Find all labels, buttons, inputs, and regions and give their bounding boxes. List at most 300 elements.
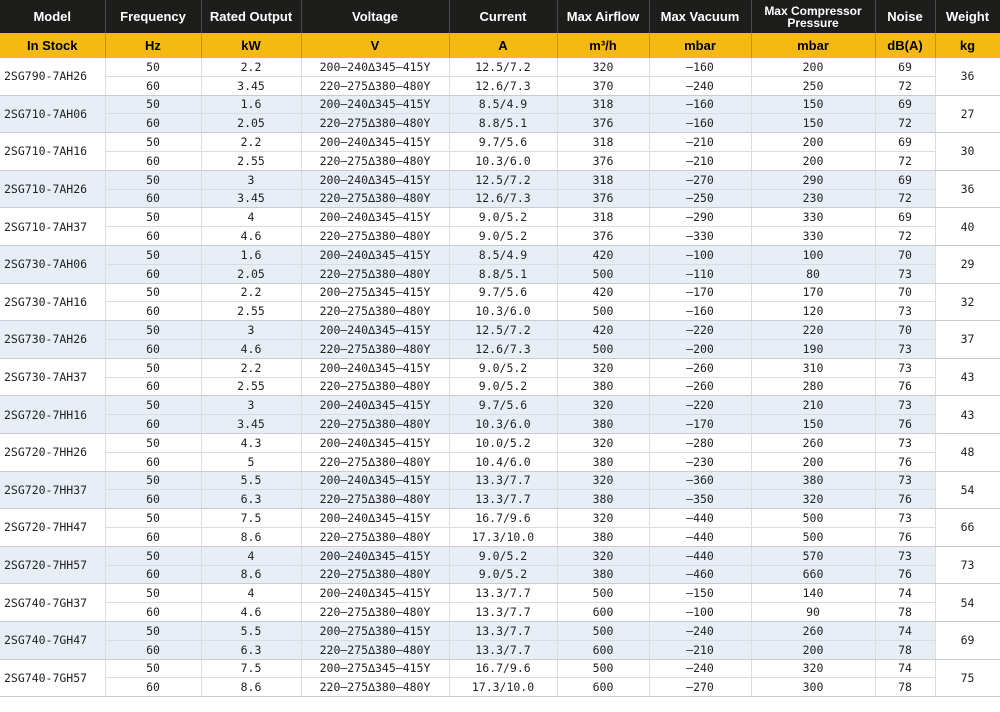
vacuum-cell: –460 [649,565,751,584]
current-cell: 12.5/7.2 [449,58,557,76]
noise-cell: 74 [875,621,935,640]
weight-cell: 66 [935,509,1000,547]
table-row [0,95,1000,114]
voltage-cell: 220–275∆380–480Y [301,678,449,697]
noise-cell: 69 [875,208,935,227]
voltage-cell: 220–275∆380–480Y [301,227,449,246]
frequency-cell: 50 [105,584,201,603]
current-cell: 13.3/7.7 [449,490,557,509]
table-row [0,264,1000,283]
weight-cell: 36 [935,170,1000,208]
current-cell: 10.3/6.0 [449,415,557,434]
table-row [0,659,1000,678]
vacuum-cell: –280 [649,433,751,452]
pressure-cell: 220 [751,321,875,340]
model-cell: 2SG740-7GH37 [0,584,105,622]
table-row [0,603,1000,622]
vacuum-cell: –360 [649,471,751,490]
table-row [0,452,1000,471]
table-row [0,227,1000,246]
weight-cell: 37 [935,321,1000,359]
airflow-cell: 600 [557,640,649,659]
frequency-cell: 50 [105,133,201,152]
noise-cell: 78 [875,640,935,659]
airflow-cell: 500 [557,621,649,640]
frequency-cell: 60 [105,151,201,170]
frequency-cell: 60 [105,377,201,396]
model-cell: 2SG720-7HH16 [0,396,105,434]
current-cell: 16.7/9.6 [449,509,557,528]
pressure-cell: 170 [751,283,875,302]
table-row [0,321,1000,340]
pressure-cell: 570 [751,546,875,565]
weight-cell: 36 [935,58,1000,95]
unit-a: A [449,33,557,58]
airflow-cell: 500 [557,339,649,358]
pressure-cell: 200 [751,133,875,152]
vacuum-cell: –350 [649,490,751,509]
unit-airflow: m³/h [557,33,649,58]
noise-cell: 78 [875,603,935,622]
frequency-cell: 60 [105,76,201,95]
rated-output-cell: 1.6 [201,245,301,264]
current-cell: 9.0/5.2 [449,208,557,227]
rated-output-cell: 2.55 [201,377,301,396]
voltage-cell: 200–240∆345–415Y [301,433,449,452]
table-row [0,471,1000,490]
table-row [0,114,1000,133]
vacuum-cell: –270 [649,678,751,697]
weight-cell: 54 [935,471,1000,509]
vacuum-cell: –170 [649,283,751,302]
current-cell: 12.5/7.2 [449,321,557,340]
noise-cell: 76 [875,527,935,546]
noise-cell: 73 [875,433,935,452]
weight-cell: 54 [935,584,1000,622]
vacuum-cell: –150 [649,584,751,603]
voltage-cell: 220–275∆380–480Y [301,114,449,133]
frequency-cell: 50 [105,321,201,340]
pressure-cell: 320 [751,490,875,509]
vacuum-cell: –260 [649,358,751,377]
header-max-compressor-pressure: Max Compressor Pressure [751,0,875,33]
frequency-cell: 50 [105,245,201,264]
noise-cell: 73 [875,302,935,321]
pressure-cell: 150 [751,415,875,434]
frequency-cell: 60 [105,189,201,208]
vacuum-cell: –290 [649,208,751,227]
vacuum-cell: –250 [649,189,751,208]
airflow-cell: 420 [557,321,649,340]
noise-cell: 73 [875,509,935,528]
vacuum-cell: –210 [649,640,751,659]
airflow-cell: 318 [557,95,649,114]
rated-output-cell: 2.2 [201,358,301,377]
model-cell: 2SG710-7AH26 [0,170,105,208]
current-cell: 9.7/5.6 [449,283,557,302]
frequency-cell: 60 [105,302,201,321]
pressure-cell: 150 [751,95,875,114]
airflow-cell: 320 [557,433,649,452]
header-max-airflow: Max Airflow [557,0,649,33]
rated-output-cell: 2.2 [201,283,301,302]
voltage-cell: 200–240∆345–415Y [301,170,449,189]
model-cell: 2SG710-7AH16 [0,133,105,171]
voltage-cell: 200–275∆380–415Y [301,621,449,640]
vacuum-cell: –110 [649,264,751,283]
voltage-cell: 220–275∆380–480Y [301,339,449,358]
vacuum-cell: –210 [649,133,751,152]
airflow-cell: 318 [557,170,649,189]
header-weight: Weight [935,0,1000,33]
unit-vacuum: mbar [649,33,751,58]
frequency-cell: 50 [105,170,201,189]
airflow-cell: 420 [557,283,649,302]
pressure-cell: 200 [751,640,875,659]
voltage-cell: 220–275∆380–480Y [301,302,449,321]
rated-output-cell: 3.45 [201,189,301,208]
weight-cell: 32 [935,283,1000,321]
voltage-cell: 200–240∆345–415Y [301,95,449,114]
airflow-cell: 376 [557,151,649,170]
airflow-cell: 380 [557,527,649,546]
table-row [0,527,1000,546]
pressure-cell: 260 [751,621,875,640]
noise-cell: 69 [875,170,935,189]
pressure-cell: 320 [751,659,875,678]
frequency-cell: 60 [105,264,201,283]
airflow-cell: 318 [557,133,649,152]
model-cell: 2SG730-7AH37 [0,358,105,396]
model-cell: 2SG720-7HH47 [0,509,105,547]
voltage-cell: 200–240∆345–415Y [301,58,449,76]
vacuum-cell: –260 [649,377,751,396]
model-cell: 2SG730-7AH26 [0,321,105,359]
pressure-cell: 330 [751,208,875,227]
vacuum-cell: –240 [649,76,751,95]
table-row [0,245,1000,264]
current-cell: 10.0/5.2 [449,433,557,452]
voltage-cell: 220–275∆380–480Y [301,565,449,584]
vacuum-cell: –220 [649,396,751,415]
airflow-cell: 380 [557,565,649,584]
frequency-cell: 50 [105,433,201,452]
frequency-cell: 50 [105,58,201,76]
pressure-cell: 200 [751,151,875,170]
table-row [0,76,1000,95]
current-cell: 12.6/7.3 [449,76,557,95]
airflow-cell: 380 [557,377,649,396]
rated-output-cell: 4.6 [201,603,301,622]
frequency-cell: 60 [105,603,201,622]
frequency-cell: 60 [105,415,201,434]
table-row [0,584,1000,603]
table-row [0,415,1000,434]
airflow-cell: 380 [557,452,649,471]
unit-in-stock: In Stock [0,33,105,58]
model-cell: 2SG740-7GH47 [0,621,105,659]
voltage-cell: 200–240∆345–415Y [301,245,449,264]
rated-output-cell: 4 [201,584,301,603]
rated-output-cell: 3.45 [201,415,301,434]
weight-cell: 29 [935,245,1000,283]
rated-output-cell: 6.3 [201,490,301,509]
pressure-cell: 300 [751,678,875,697]
noise-cell: 73 [875,546,935,565]
pressure-cell: 290 [751,170,875,189]
header-current: Current [449,0,557,33]
voltage-cell: 200–240∆345–415Y [301,208,449,227]
noise-cell: 73 [875,339,935,358]
voltage-cell: 200–240∆345–415Y [301,546,449,565]
header-model: Model [0,0,105,33]
current-cell: 12.5/7.2 [449,170,557,189]
vacuum-cell: –240 [649,621,751,640]
airflow-cell: 380 [557,415,649,434]
rated-output-cell: 8.6 [201,527,301,546]
airflow-cell: 600 [557,603,649,622]
rated-output-cell: 3.45 [201,76,301,95]
pressure-cell: 660 [751,565,875,584]
current-cell: 9.0/5.2 [449,377,557,396]
current-cell: 10.3/6.0 [449,302,557,321]
rated-output-cell: 3 [201,321,301,340]
voltage-cell: 220–275∆380–480Y [301,264,449,283]
frequency-cell: 60 [105,565,201,584]
vacuum-cell: –230 [649,452,751,471]
airflow-cell: 500 [557,264,649,283]
rated-output-cell: 3 [201,396,301,415]
weight-cell: 43 [935,396,1000,434]
airflow-cell: 320 [557,396,649,415]
current-cell: 8.5/4.9 [449,245,557,264]
voltage-cell: 200–240∆345–415Y [301,471,449,490]
table-row [0,189,1000,208]
vacuum-cell: –100 [649,603,751,622]
current-cell: 17.3/10.0 [449,678,557,697]
weight-cell: 27 [935,95,1000,133]
noise-cell: 70 [875,245,935,264]
rated-output-cell: 2.55 [201,151,301,170]
rated-output-cell: 4.3 [201,433,301,452]
vacuum-cell: –100 [649,245,751,264]
noise-cell: 76 [875,452,935,471]
noise-cell: 73 [875,471,935,490]
voltage-cell: 200–240∆345–415Y [301,396,449,415]
model-cell: 2SG730-7AH06 [0,245,105,283]
pressure-cell: 100 [751,245,875,264]
frequency-cell: 60 [105,490,201,509]
noise-cell: 72 [875,189,935,208]
frequency-cell: 50 [105,621,201,640]
noise-cell: 76 [875,415,935,434]
frequency-cell: 60 [105,452,201,471]
airflow-cell: 370 [557,76,649,95]
vacuum-cell: –270 [649,170,751,189]
current-cell: 12.6/7.3 [449,189,557,208]
voltage-cell: 220–275∆380–480Y [301,527,449,546]
voltage-cell: 200–275∆345–415Y [301,659,449,678]
current-cell: 9.7/5.6 [449,133,557,152]
noise-cell: 72 [875,76,935,95]
pressure-cell: 200 [751,452,875,471]
table-row [0,133,1000,152]
frequency-cell: 50 [105,546,201,565]
header-noise: Noise [875,0,935,33]
pressure-cell: 380 [751,471,875,490]
airflow-cell: 376 [557,227,649,246]
pressure-cell: 200 [751,58,875,76]
weight-cell: 43 [935,358,1000,396]
pressure-cell: 280 [751,377,875,396]
header-rated-output: Rated Output [201,0,301,33]
airflow-cell: 320 [557,509,649,528]
vacuum-cell: –160 [649,95,751,114]
noise-cell: 69 [875,133,935,152]
vacuum-cell: –240 [649,659,751,678]
table-body [0,58,1000,697]
rated-output-cell: 2.2 [201,133,301,152]
vacuum-cell: –440 [649,546,751,565]
airflow-cell: 500 [557,584,649,603]
pressure-cell: 210 [751,396,875,415]
frequency-cell: 50 [105,95,201,114]
voltage-cell: 220–275∆380–480Y [301,603,449,622]
pressure-cell: 90 [751,603,875,622]
airflow-cell: 320 [557,546,649,565]
voltage-cell: 220–275∆380–480Y [301,189,449,208]
table-row [0,396,1000,415]
frequency-cell: 50 [105,283,201,302]
unit-hz: Hz [105,33,201,58]
model-cell: 2SG790-7AH26 [0,58,105,95]
voltage-cell: 200–240∆345–415Y [301,509,449,528]
pressure-cell: 230 [751,189,875,208]
current-cell: 13.3/7.7 [449,603,557,622]
airflow-cell: 600 [557,678,649,697]
voltage-cell: 220–275∆380–480Y [301,490,449,509]
rated-output-cell: 5.5 [201,621,301,640]
current-cell: 10.4/6.0 [449,452,557,471]
header-row [0,0,1000,33]
noise-cell: 73 [875,264,935,283]
noise-cell: 70 [875,321,935,340]
pressure-cell: 150 [751,114,875,133]
rated-output-cell: 5 [201,452,301,471]
current-cell: 13.3/7.7 [449,640,557,659]
vacuum-cell: –160 [649,114,751,133]
frequency-cell: 60 [105,640,201,659]
current-cell: 13.3/7.7 [449,471,557,490]
pressure-cell: 330 [751,227,875,246]
vacuum-cell: –160 [649,302,751,321]
rated-output-cell: 3 [201,170,301,189]
noise-cell: 69 [875,58,935,76]
model-cell: 2SG720-7HH57 [0,546,105,584]
pressure-cell: 250 [751,76,875,95]
table-row [0,302,1000,321]
rated-output-cell: 8.6 [201,678,301,697]
table-row [0,621,1000,640]
table-row [0,339,1000,358]
frequency-cell: 50 [105,208,201,227]
voltage-cell: 200–275∆345–415Y [301,283,449,302]
noise-cell: 74 [875,584,935,603]
unit-noise: dB(A) [875,33,935,58]
pressure-cell: 140 [751,584,875,603]
pressure-cell: 260 [751,433,875,452]
table-row [0,490,1000,509]
table-header [0,0,1000,58]
rated-output-cell: 2.05 [201,114,301,133]
vacuum-cell: –440 [649,527,751,546]
noise-cell: 76 [875,377,935,396]
airflow-cell: 320 [557,58,649,76]
pressure-cell: 120 [751,302,875,321]
vacuum-cell: –160 [649,58,751,76]
current-cell: 8.8/5.1 [449,114,557,133]
rated-output-cell: 7.5 [201,509,301,528]
unit-v: V [301,33,449,58]
table-row [0,358,1000,377]
noise-cell: 76 [875,490,935,509]
header-max-vacuum: Max Vacuum [649,0,751,33]
table-row [0,377,1000,396]
weight-cell: 73 [935,546,1000,584]
table-row [0,208,1000,227]
model-cell: 2SG730-7AH16 [0,283,105,321]
vacuum-cell: –210 [649,151,751,170]
noise-cell: 69 [875,95,935,114]
pressure-cell: 80 [751,264,875,283]
airflow-cell: 500 [557,302,649,321]
vacuum-cell: –440 [649,509,751,528]
voltage-cell: 220–275∆380–480Y [301,76,449,95]
frequency-cell: 50 [105,509,201,528]
current-cell: 17.3/10.0 [449,527,557,546]
rated-output-cell: 2.2 [201,58,301,76]
frequency-cell: 50 [105,358,201,377]
frequency-cell: 50 [105,659,201,678]
noise-cell: 72 [875,151,935,170]
noise-cell: 76 [875,565,935,584]
rated-output-cell: 2.05 [201,264,301,283]
vacuum-cell: –330 [649,227,751,246]
frequency-cell: 60 [105,114,201,133]
weight-cell: 69 [935,621,1000,659]
table-row [0,170,1000,189]
voltage-cell: 220–275∆380–480Y [301,452,449,471]
airflow-cell: 380 [557,490,649,509]
pressure-cell: 500 [751,527,875,546]
current-cell: 9.0/5.2 [449,546,557,565]
vacuum-cell: –170 [649,415,751,434]
rated-output-cell: 8.6 [201,565,301,584]
table-row [0,433,1000,452]
noise-cell: 72 [875,114,935,133]
weight-cell: 48 [935,433,1000,471]
voltage-cell: 220–275∆380–480Y [301,377,449,396]
rated-output-cell: 4.6 [201,227,301,246]
noise-cell: 74 [875,659,935,678]
model-cell: 2SG720-7HH37 [0,471,105,509]
voltage-cell: 200–240∆345–415Y [301,133,449,152]
table-row [0,58,1000,76]
pressure-cell: 310 [751,358,875,377]
current-cell: 9.7/5.6 [449,396,557,415]
current-cell: 8.5/4.9 [449,95,557,114]
frequency-cell: 60 [105,678,201,697]
